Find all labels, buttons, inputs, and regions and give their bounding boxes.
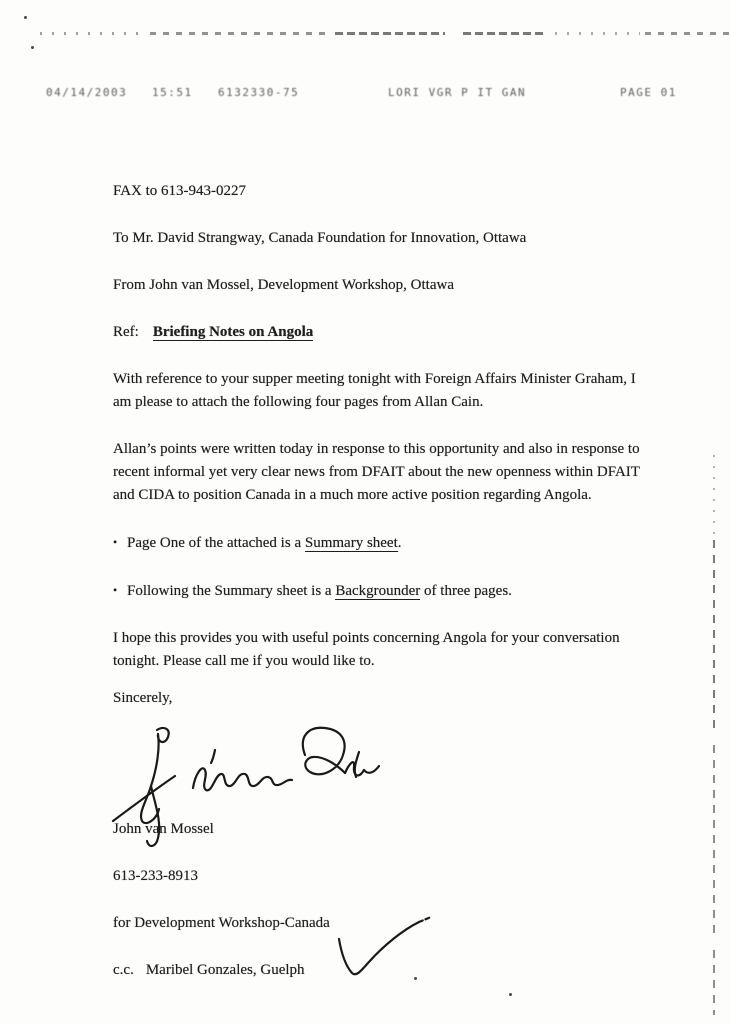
- scan-artifact-right-line: [713, 540, 715, 735]
- bullet1-text-end: .: [397, 535, 402, 551]
- bullet-icon: •: [113, 583, 118, 597]
- paragraph-2: Allan’s points were written today in response to this opportunity and also in response to recent informal yet very clear news from DFAIT about the new openness within DFAIT and CIDA to position Canada in a much more active position regarding Angola.: [113, 441, 640, 503]
- scan-artifact-top-line: [645, 32, 731, 35]
- fax-header-sender-id: LORI VGR P IT GAN: [388, 86, 527, 99]
- fax-header-date: 04/14/2003: [46, 86, 128, 99]
- paragraph-1: With reference to your supper meeting tonight with Foreign Affairs Minister Graham, I am please to attach the following four pages from Allan Cain.: [113, 371, 636, 410]
- bullet1-underlined-text: Summary sheet: [304, 535, 398, 551]
- closing-line: Sincerely,: [113, 690, 173, 706]
- signer-name: John van Mossel: [113, 821, 214, 837]
- scan-artifact-top-line: [40, 32, 140, 35]
- fax-header-number: 6132330-75: [218, 86, 300, 99]
- recipient-line: To Mr. David Strangway, Canada Foundation for Innovation, Ottawa: [113, 230, 527, 246]
- scan-artifact-right-line: [713, 745, 715, 935]
- scan-dot: [31, 46, 34, 49]
- fax-header-page-label: PAGE 01: [620, 86, 677, 99]
- scan-artifact-top-line: [335, 32, 445, 35]
- bullet-icon: •: [113, 535, 118, 549]
- organization-line: for Development Workshop-Canada: [113, 915, 330, 931]
- bullet2-text: Following the Summary sheet is a: [127, 583, 336, 599]
- scan-artifact-top-line: [463, 32, 547, 35]
- bullet2-text-end: of three pages.: [420, 583, 512, 599]
- signature-handwriting: [107, 724, 387, 860]
- cc-line: [113, 959, 653, 982]
- signature-block: [113, 734, 653, 818]
- bullet-item-backgrounder: [113, 579, 653, 603]
- reference-line: [113, 321, 653, 344]
- scan-artifact-right-line: [713, 950, 715, 1015]
- scan-dot: [24, 16, 27, 19]
- paragraph-3: I hope this provides you with useful points concerning Angola for your conversation tonight. Please call me if you would like to.: [113, 630, 620, 669]
- scan-artifact-top-line: [555, 32, 640, 35]
- cc-label: c.c.: [113, 962, 134, 978]
- fax-to-line: FAX to 613-943-0227: [113, 183, 247, 199]
- fax-header-time: 15:51: [152, 86, 193, 99]
- sender-line: From John van Mossel, Development Workshop, Ottawa: [113, 277, 454, 293]
- fax-transmission-header: [0, 86, 731, 102]
- reference-subject: Briefing Notes on Angola: [152, 324, 314, 340]
- signer-phone: 613-233-8913: [113, 868, 198, 884]
- bullet-item-summary: [113, 531, 653, 555]
- cc-name: Maribel Gonzales, Guelph: [145, 962, 305, 978]
- reference-label: Ref:: [113, 324, 139, 340]
- scan-artifact-top-line: [150, 32, 330, 35]
- scan-artifact-right-line: [713, 455, 715, 535]
- checkmark-handwriting: [331, 915, 435, 987]
- bullet2-underlined-text: Backgrounder: [335, 583, 421, 599]
- letter-body: [113, 180, 653, 1006]
- bullet1-text: Page One of the attached is a: [127, 535, 305, 551]
